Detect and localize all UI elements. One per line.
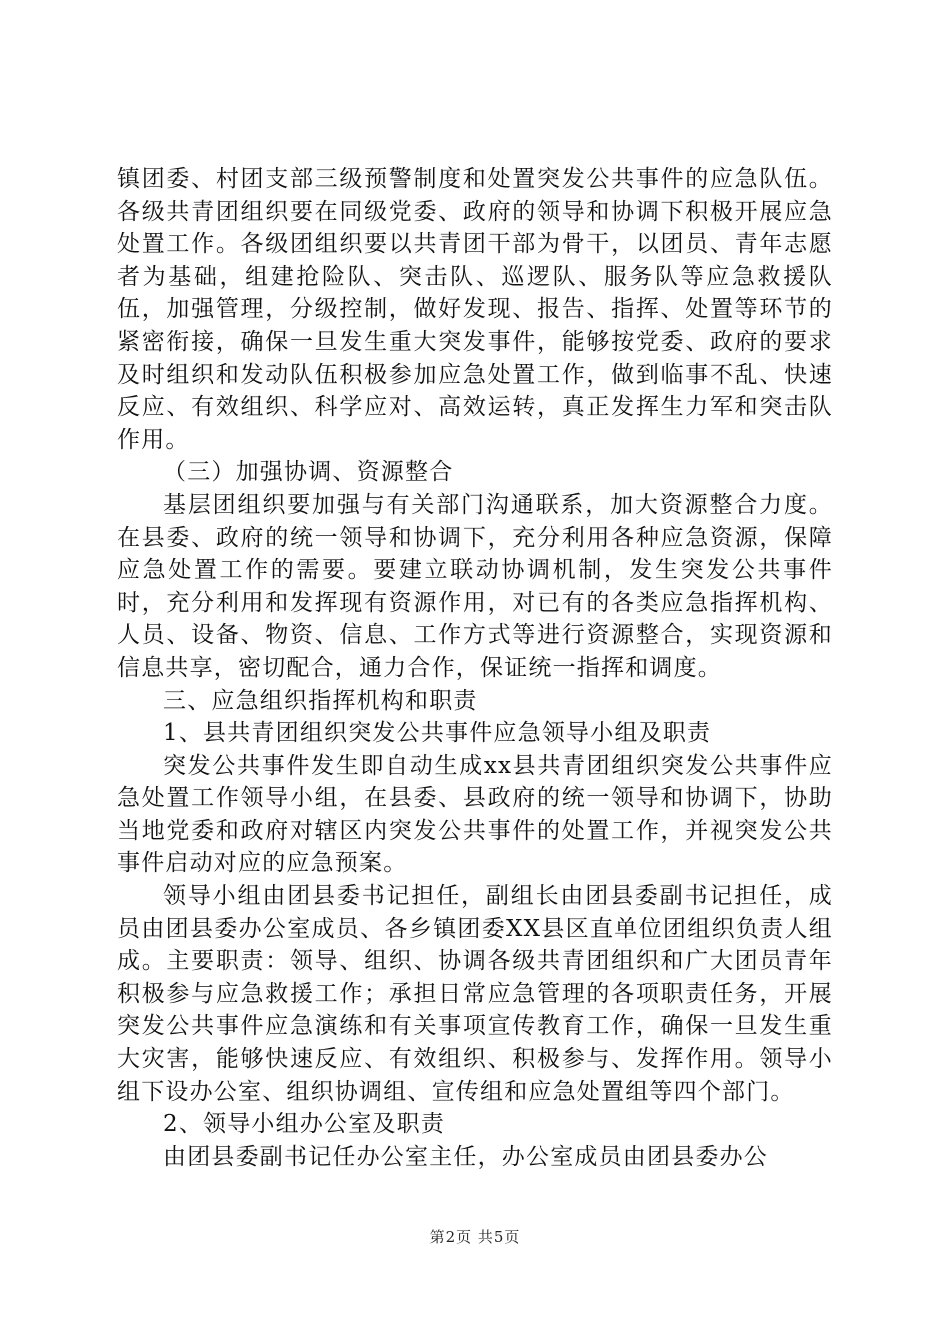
paragraph-leading-group-duties: 领导小组由团县委书记担任，副组长由团县委副书记担任，成员由团县委办公室成员、各乡镇团委XX县区直单位团组织负责人组成。主要职责：领导、组织、协调各级共青团组织和广大团员青年积极参与应急救援工作；承担日常应急管理的各项职责任务，开展突发公共事件应急演练和有关事项宣传教育工作，确保一旦发生重大灾害，能够快速反应、有效组织、积极参与、发挥作用。领导小组下设办公室、组织协调组、宣传组和应急处置组等四个部门。 <box>117 883 833 1105</box>
paragraph-continuation: 镇团委、村团支部三级预警制度和处置突发公共事件的应急队伍。各级共青团组织要在同级党委、政府的领导和协调下积极开展应急处置工作。各级团组织要以共青团干部为骨干，以团员、青年志愿者为基础，组建抢险队、突击队、巡逻队、服务队等应急救援队伍，加强管理，分级控制，做好发现、报告、指挥、处置等环节的紧密衔接，确保一旦发生重大突发事件，能够按党委、政府的要求及时组织和发动队伍积极参加应急处置工作，做到临事不乱、快速反应、有效组织、科学应对、高效运转，真正发挥生力军和突击队作用。 <box>117 166 833 453</box>
subsection-heading-office: 2、领导小组办公室及职责 <box>163 1111 446 1138</box>
paragraph-leading-group-formation: 突发公共事件发生即自动生成xx县共青团组织突发公共事件应急处置工作领导小组，在县委、县政府的统一领导和协调下，协助当地党委和政府对辖区内突发公共事件的处置工作，并视突发公共事件启动对应的应急预案。 <box>117 752 833 877</box>
section-heading-coordination: （三）加强协调、资源整合 <box>163 459 454 486</box>
paragraph-resource-integration: 基层团组织要加强与有关部门沟通联系，加大资源整合力度。在县委、政府的统一领导和协调下，充分利用各种应急资源，保障应急处置工作的需要。要建立联动协调机制，发生突发公共事件时，充分利用和发挥现有资源作用，对已有的各类应急指挥机构、人员、设备、物资、信息、工作方式等进行资源整合，实现资源和信息共享，密切配合，通力合作，保证统一指挥和调度。 <box>117 491 833 681</box>
page-number-footer: 第2页 共5页 <box>429 1228 521 1246</box>
paragraph-office-duties: 由团县委副书记任办公室主任，办公室成员由团县委办公 <box>163 1143 768 1170</box>
subsection-heading-leading-group: 1、县共青团组织突发公共事件应急领导小组及职责 <box>163 720 712 747</box>
section-heading-command-structure: 三、应急组织指挥机构和职责 <box>163 687 478 714</box>
document-body <box>117 163 833 1173</box>
